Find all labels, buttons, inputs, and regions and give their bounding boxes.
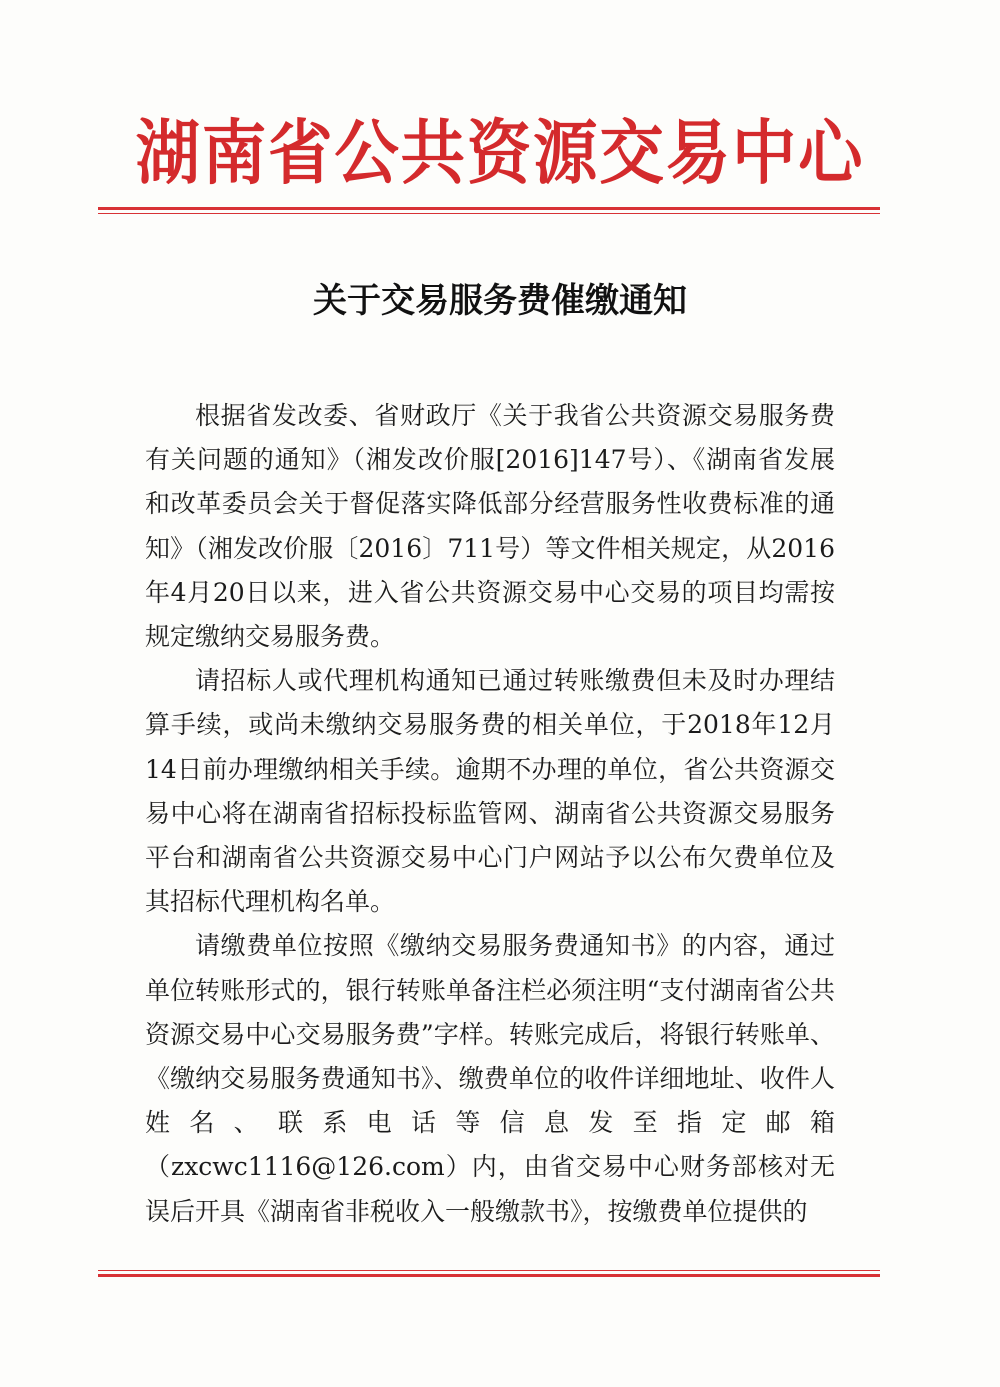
- body-paragraph-3: 请缴费单位按照《缴纳交易服务费通知书》的内容，通过单位转账形式的，银行转账单备注栏必须注明“支付湖南省公共资源交易中心交易服务费”字样。转账完成后，将银行转账单、《缴纳交易服务费通知书》、缴费单位的收件详细地址、收件人姓名、联系电话等信息发至指定邮箱（zxcwc1116@126.com）内，由省交易中心财务部核对无误后开具《湖南省非税收入一般缴款书》，按缴费单位提供的: [145, 931, 835, 1226]
- document-body: [145, 394, 835, 1234]
- document-title: 关于交易服务费催缴通知: [313, 281, 687, 321]
- letterhead-rule-thin: [98, 213, 880, 214]
- letterhead-org-name: 湖南省公共资源交易中心: [135, 111, 865, 194]
- body-paragraph-2: 请招标人或代理机构通知已通过转账缴费但未及时办理结算手续，或尚未缴纳交易服务费的相关单位，于2018年12月14日前办理缴纳相关手续。逾期不办理的单位，省公共资源交易中心将在湖南省招标投标监管网、湖南省公共资源交易服务平台和湖南省公共资源交易中心门户网站予以公布欠费单位及其招标代理机构名单。: [145, 666, 835, 917]
- letterhead-rule-thick: [98, 207, 880, 210]
- body-paragraph-1: 根据省发改委、省财政厅《关于我省公共资源交易服务费有关问题的通知》（湘发改价服[2016]147号）、《湖南省发展和改革委员会关于督促落实降低部分经营服务性收费标准的通知》（湘发改价服〔2016〕711号）等文件相关规定，从2016年4月20日以来，进入省公共资源交易中心交易的项目均需按规定缴纳交易服务费。: [145, 401, 835, 652]
- footer-rule-thick: [98, 1274, 880, 1277]
- footer-rule-thin: [98, 1270, 880, 1271]
